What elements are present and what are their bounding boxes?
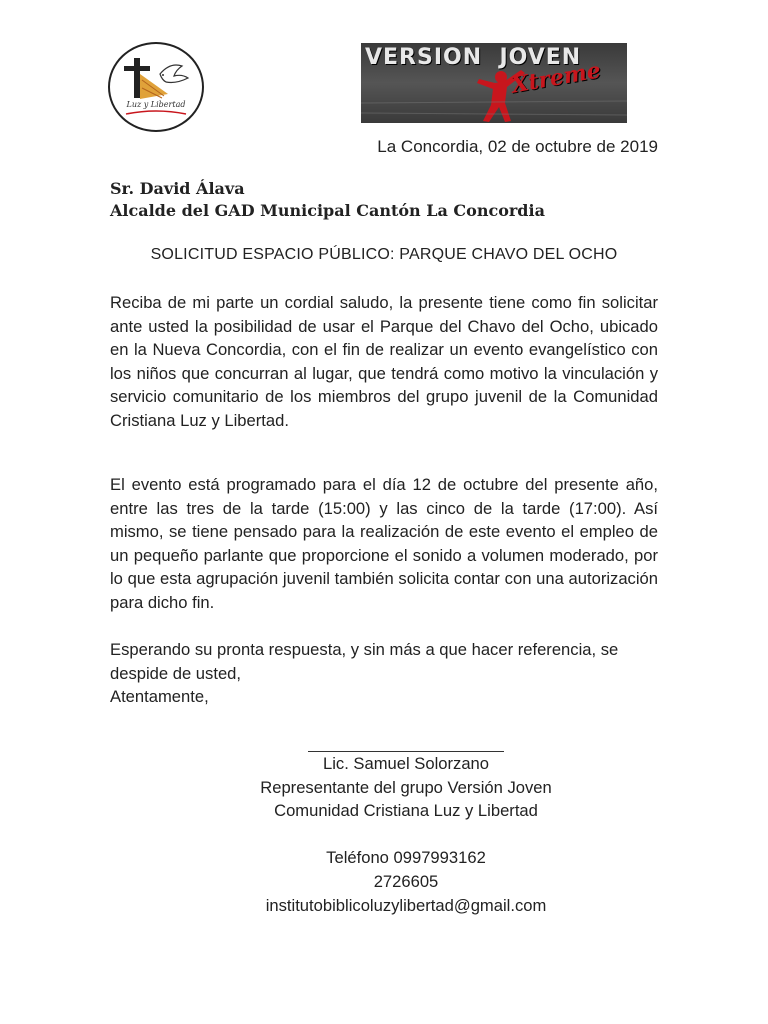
signer-name: Lic. Samuel Solorzano [322, 754, 490, 773]
banner-subtitle: Xtreme [509, 57, 603, 99]
signer-phone-2: 2726605 [373, 871, 439, 891]
body-paragraph-1: Reciba de mi parte un cordial saludo, la presente tiene como fin solicitar ante usted la posibilidad de usar el Parque del Chavo del Ocho, ubicado en la Nueva Concordia, con el fin de realizar un evento evangelístico con los niños que concurran al lugar, que tendrá como motivo la vinculación y servicio comunitario de los miembros del grupo juvenil de la Comunidad Cristiana Luz y Libertad. [110, 293, 658, 430]
recipient-position: Alcalde del GAD Municipal Cantón La Concordia [110, 201, 545, 220]
church-logo-text: Luz y Libertad [126, 100, 186, 109]
recipient-block [110, 178, 545, 222]
version-joven-banner [361, 43, 627, 123]
church-logo [108, 42, 204, 132]
cross-dove-icon [110, 44, 202, 130]
closing-block [110, 638, 670, 709]
closing-line-1: Esperando su pronta respuesta, y sin más a que hacer referencia, se [110, 640, 619, 659]
signature-line [308, 732, 504, 752]
signature-spacer [210, 823, 602, 847]
signer-email: institutobiblicoluzylibertad@gmail.com [265, 895, 547, 915]
signer-role: Representante del grupo Versión Joven [260, 777, 552, 797]
signature-block [210, 732, 602, 917]
letter-subject: SOLICITUD ESPACIO PÚBLICO: PARQUE CHAVO DEL OCHO [150, 246, 618, 263]
signer-organization: Comunidad Cristiana Luz y Libertad [274, 801, 538, 821]
banner-title: VERSION JOVEN [365, 45, 582, 70]
closing-line-3: Atentamente, [110, 687, 209, 707]
body-paragraph-2: El evento está programado para el día 12 de octubre del presente año, entre las tres de la tarde (15:00) y las cinco de la tarde (17:00). Así mismo, se tiene pensado para la realización de este evento el empleo de un pequeño parlante que proporcione el sonido a volumen moderado, por lo que esta agrupación juvenil también solicita contar con una autorización para dicho fin. [110, 475, 658, 612]
recipient-name: Sr. David Álava [110, 179, 245, 198]
letter-date: La Concordia, 02 de octubre de 2019 [377, 137, 658, 156]
closing-line-2: despide de usted, [110, 663, 242, 683]
signer-phone: Teléfono 0997993162 [326, 848, 486, 868]
